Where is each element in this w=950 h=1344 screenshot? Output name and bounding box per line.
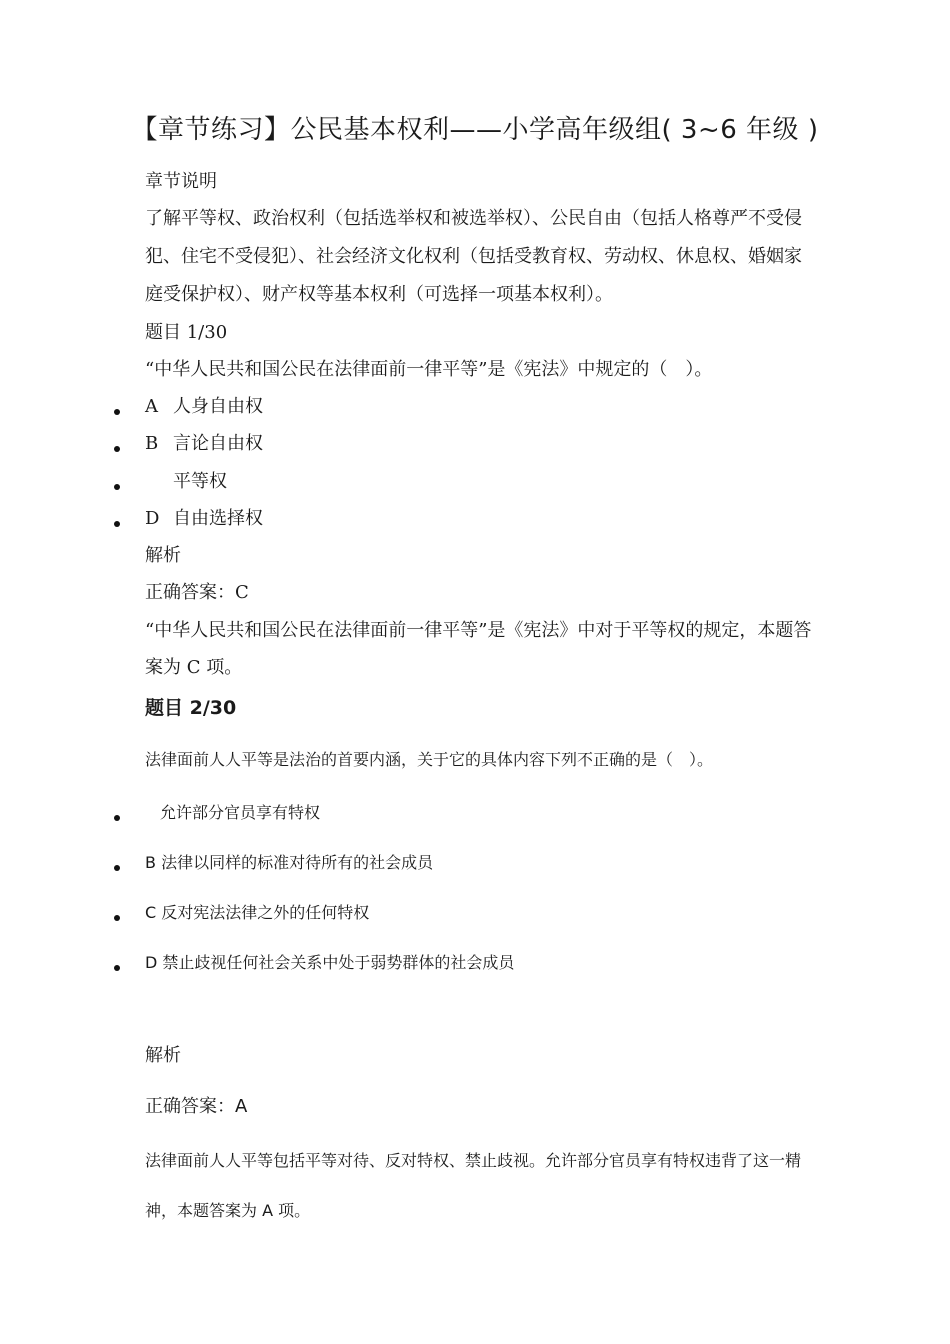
section-heading: 章节说明 (145, 171, 217, 192)
bullet-icon (114, 965, 120, 971)
option-letter: A (145, 396, 158, 417)
bullet-icon (114, 521, 120, 527)
question-2-text: 法律面前人人平等是法治的首要内涵，关于它的具体内容下列不正确的是（ ）。 (145, 750, 714, 769)
bullet-icon (114, 409, 120, 415)
question-1-analysis-label: 解析 (145, 545, 181, 566)
question-1-number: 题目 1/30 (145, 322, 228, 343)
question-1-option-b[interactable] (145, 429, 263, 459)
question-1-answer: 正确答案：C (145, 582, 249, 603)
option-text: 人身自由权 (173, 396, 263, 417)
question-2-number: 题目 2/30 (145, 697, 237, 719)
bullet-icon (114, 484, 120, 490)
question-1-option-a[interactable] (145, 392, 263, 422)
question-2-option-b[interactable] (145, 848, 433, 878)
question-2-answer: 正确答案：A (145, 1096, 248, 1117)
bullet-icon (114, 865, 120, 871)
option-text: 言论自由权 (173, 433, 263, 454)
question-2-explanation: 法律面前人人平等包括平等对待、反对特权、禁止歧视。允许部分官员享有特权违背了这一精神，本题答案为 A 项。 (145, 1151, 802, 1220)
option-text: C 反对宪法法律之外的任何特权 (145, 903, 370, 922)
question-2-option-c[interactable] (145, 898, 369, 928)
question-2-analysis-label: 解析 (145, 1045, 181, 1066)
question-1-text: “中华人民共和国公民在法律面前一律平等”是《宪法》中规定的（ ）。 (145, 359, 713, 380)
question-1-option-c[interactable] (145, 467, 227, 497)
option-text: 平等权 (173, 471, 227, 492)
bullet-icon (114, 446, 120, 452)
option-text: 允许部分官员享有特权 (160, 803, 321, 822)
option-text: 自由选择权 (173, 508, 263, 529)
question-1-option-d[interactable] (145, 504, 263, 534)
option-letter: D (145, 508, 160, 529)
page-title: 【章节练习】公民基本权利——小学高年级组( 3~6 年级 ) (131, 115, 819, 145)
bullet-icon (114, 815, 120, 821)
section-description: 了解平等权、政治权利（包括选举权和被选举权）、公民自由（包括人格尊严不受侵犯、住宅不受侵犯）、社会经济文化权利（包括受教育权、劳动权、休息权、婚姻家庭受保护权）、财产权等基本权利（可选择一项基本权利）。 (145, 208, 802, 305)
question-2-option-a[interactable] (160, 798, 320, 828)
option-text: D 禁止歧视任何社会关系中处于弱势群体的社会成员 (145, 953, 515, 972)
question-1-explanation: “中华人民共和国公民在法律面前一律平等”是《宪法》中对于平等权的规定，本题答案为 C 项。 (145, 620, 812, 678)
question-2-option-d[interactable] (145, 948, 514, 978)
option-text: B 法律以同样的标准对待所有的社会成员 (145, 853, 434, 872)
option-letter: B (145, 433, 159, 454)
bullet-icon (114, 915, 120, 921)
